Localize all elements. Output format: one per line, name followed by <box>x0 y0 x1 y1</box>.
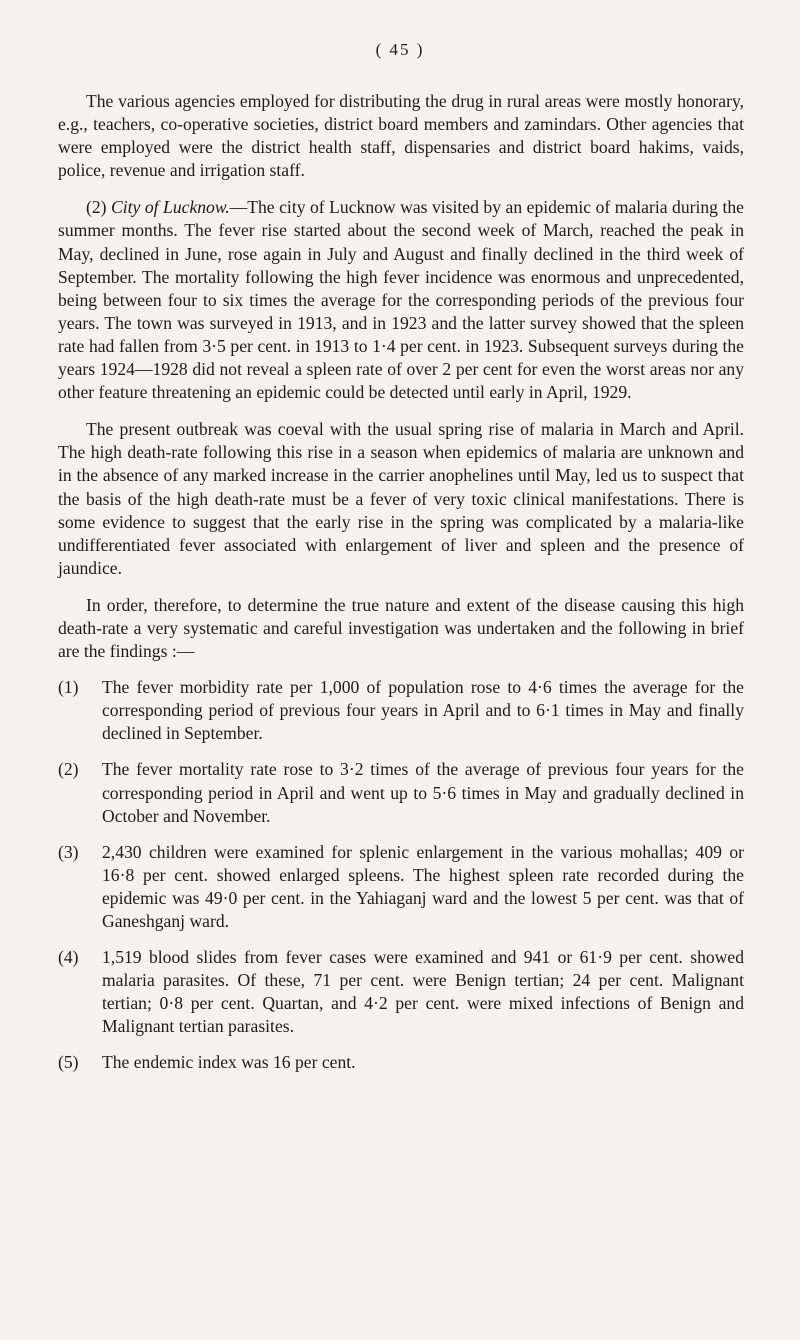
paragraph-agencies: The various agencies employed for distributing the drug in rural areas were mostly honorary, e.g., teachers, co-operative societies, district board members and zamindars. Other agencies that were employed were the district health staff, dispensaries and district board hakims, vaids, police, revenue and irrigation staff. <box>58 91 744 181</box>
paragraph-outbreak: The present outbreak was coeval with the usual spring rise of malaria in March and April. The high death-rate following this rise in a season when epidemics of malaria are unknown and in the absence of any marked increase in the carrier anophelines until May, led us to suspect that the basis of the high death-rate must be a fever of very toxic clinical manifestations. There is some evidence to suggest that the early rise in the spring was complicated by a malaria-like undifferentiated fever associated with enlargement of liver and spleen and the presence of jaundice. <box>58 419 744 578</box>
paragraph-investigation: In order, therefore, to determine the true nature and extent of the disease causing this high death-rate a very systematic and careful investigation was undertaken and the following in brief are the findings :— <box>58 594 744 662</box>
section-number: (2) <box>86 197 107 218</box>
finding-text: 2,430 children were examined for splenic enlargement in the various mohallas; 409 or 16·8 per cent. showed enlarged spleens. The highest spleen rate recorded during the epidemic was 49·0 per cent. in the Yahiaganj ward and the lowest 5 per cent. was that of Ganeshganj ward. <box>102 841 744 931</box>
finding-number: (3) <box>58 841 79 862</box>
finding-item <box>58 676 744 745</box>
finding-text: The endemic index was 16 per cent. <box>102 1052 356 1073</box>
finding-text: The fever morbidity rate per 1,000 of population rose to 4·6 times the average for the corresponding period of previous four years in April and to 6·1 times in May and finally declined in September. <box>102 677 744 744</box>
finding-item <box>58 758 744 827</box>
finding-number: (5) <box>58 1052 79 1073</box>
finding-number: (1) <box>58 677 79 698</box>
finding-item <box>58 841 744 933</box>
finding-number: (4) <box>58 947 79 968</box>
findings-list <box>58 676 744 1074</box>
finding-item <box>58 1051 744 1074</box>
finding-text: 1,519 blood slides from fever cases were examined and 941 or 61·9 per cent. showed malaria parasites. Of these, 71 per cent. were Benign tertian; 24 per cent. Malignant tertian; 0·8 per cent. Quartan, and 4·2 per cent. were mixed infections of Benign and Malignant tertian parasites. <box>102 947 744 1037</box>
section-body: —The city of Lucknow was visited by an epidemic of malaria during the summer months. The fever rise started about the second week of March, reached the peak in May, declined in June, rose again in July and August and finally declined in the third week of September. The mortality following the high fever incidence was enormous and unprecedented, being between four to six times the average for the corresponding periods of the previous four years. The town was surveyed in 1913, and in 1923 and the latter survey showed that the spleen rate had fallen from 3·5 per cent. in 1913 to 1·4 per cent. in 1923. Subsequent surveys during the years 1924—1928 did not reveal a spleen rate of over 2 per cent for even the worst areas nor any other feature threatening an epidemic could be detected until early in April, 1929. <box>58 197 744 403</box>
paragraph-city-of-lucknow <box>58 196 744 404</box>
finding-text: The fever mortality rate rose to 3·2 times of the average of previous four years for the corresponding period in April and went up to 5·6 times in May and gradually declined in October and November. <box>102 759 744 826</box>
finding-item <box>58 946 744 1038</box>
page-number: ( 45 ) <box>375 40 425 59</box>
finding-number: (2) <box>58 759 79 780</box>
body-text <box>58 90 744 1088</box>
section-heading: City of Lucknow. <box>111 197 230 218</box>
